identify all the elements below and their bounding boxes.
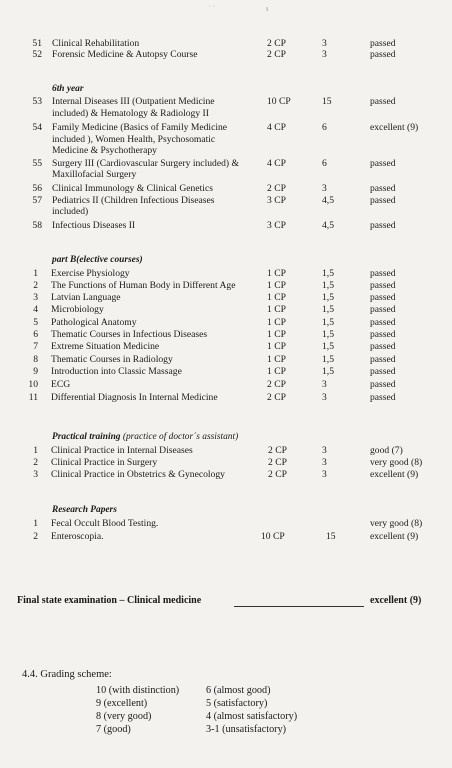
- course-number: 1: [33, 518, 38, 529]
- course-number: 55: [32, 158, 42, 169]
- course-credits: 2 CP: [267, 38, 286, 49]
- course-hours: 3: [322, 445, 327, 456]
- scan-speck: ˙ ˙: [208, 4, 216, 13]
- course-number: 10: [28, 379, 38, 390]
- course-credits: 1 CP: [267, 280, 286, 291]
- course-hours: 1,5: [322, 341, 334, 352]
- course-hours: 3: [322, 457, 327, 468]
- course-hours: 6: [322, 122, 327, 133]
- course-hours: 15: [322, 96, 332, 107]
- course-credits: 4 CP: [267, 122, 286, 133]
- course-title: Forensic Medicine & Autopsy Course: [52, 49, 198, 60]
- course-hours: 3: [322, 379, 327, 390]
- course-hours: 4,5: [322, 220, 334, 231]
- course-grade: passed: [370, 354, 396, 365]
- section-heading-practical: [52, 432, 238, 442]
- course-credits: 2 CP: [268, 469, 287, 480]
- course-grade: excellent (9): [370, 531, 419, 542]
- course-grade: very good (8): [370, 518, 423, 529]
- course-credits: 2 CP: [267, 49, 286, 60]
- course-number: 7: [33, 341, 38, 352]
- course-number: 2: [33, 280, 38, 291]
- course-hours: 1,5: [322, 317, 334, 328]
- course-credits: 2 CP: [268, 457, 287, 468]
- course-title: Fecal Occult Blood Testing.: [51, 518, 159, 529]
- course-title: Thematic Courses in Infectious Diseases: [51, 329, 208, 340]
- grading-scheme-title: 4.4. Grading scheme:: [22, 669, 112, 680]
- course-hours: 3: [322, 469, 327, 480]
- course-credits: 2 CP: [267, 392, 286, 403]
- course-number: 1: [33, 268, 38, 279]
- practical-heading-note: (practice of doctor´s assistant): [122, 432, 239, 442]
- course-grade: passed: [370, 268, 396, 279]
- grading-entry: 8 (very good): [96, 711, 152, 722]
- grading-entry: 5 (satisfactory): [206, 698, 268, 709]
- grading-entry: 4 (almost satisfactory): [206, 711, 298, 722]
- course-grade: passed: [370, 183, 396, 194]
- course-hours: 1,5: [322, 354, 334, 365]
- course-hours: 1,5: [322, 268, 334, 279]
- course-grade: passed: [370, 341, 396, 352]
- course-credits: 2 CP: [268, 445, 287, 456]
- final-exam-grade: excellent (9): [370, 595, 422, 606]
- course-title: Clinical Practice in Internal Diseases: [51, 445, 193, 456]
- practical-heading-title: Practical training: [52, 432, 121, 442]
- course-number: 2: [33, 531, 38, 542]
- course-title: Surgery III (Cardiovascular Surgery included) &: [52, 158, 239, 169]
- course-number: 51: [32, 38, 42, 49]
- grading-entry: 7 (good): [96, 724, 131, 735]
- course-title: Pediatrics II (Children Infectious Diseases: [52, 195, 215, 206]
- course-title: Thematic Courses in Radiology: [51, 354, 173, 365]
- course-credits: 2 CP: [267, 379, 286, 390]
- course-grade: very good (8): [370, 457, 423, 468]
- grading-entry: 9 (excellent): [96, 698, 148, 709]
- course-title-continued: Maxillofacial Surgery: [52, 169, 137, 180]
- course-number: 6: [33, 329, 38, 340]
- course-credits: 1 CP: [267, 292, 286, 303]
- course-hours: 1,5: [322, 280, 334, 291]
- course-hours: 15: [326, 531, 336, 542]
- course-title: Latvian Language: [51, 292, 121, 303]
- course-title: Introduction into Classic Massage: [51, 366, 182, 377]
- course-credits: 1 CP: [267, 268, 286, 279]
- course-title: Internal Diseases III (Outpatient Medicine: [52, 96, 215, 107]
- course-grade: passed: [370, 304, 396, 315]
- course-title: Extreme Situation Medicine: [51, 341, 160, 352]
- course-hours: 1,5: [322, 366, 334, 377]
- course-hours: 3: [322, 38, 327, 49]
- course-title-continued: included ), Women Health, Psychosomatic: [52, 134, 216, 145]
- course-title: ECG: [51, 379, 71, 390]
- course-grade: passed: [370, 392, 396, 403]
- course-number: 2: [33, 457, 38, 468]
- course-number: 58: [32, 220, 42, 231]
- course-credits: 1 CP: [267, 341, 286, 352]
- course-number: 54: [32, 122, 42, 133]
- course-credits: 1 CP: [267, 366, 286, 377]
- course-grade: passed: [370, 38, 396, 49]
- grading-entry: 6 (almost good): [206, 685, 271, 696]
- section-heading-6th-year: 6th year: [52, 84, 84, 94]
- course-title-continued: included) & Hematology & Radiology II: [52, 108, 209, 119]
- course-credits: 10 CP: [261, 531, 285, 542]
- course-grade: passed: [370, 317, 396, 328]
- course-number: 52: [32, 49, 42, 60]
- course-grade: good (7): [370, 445, 403, 456]
- course-hours: 1,5: [322, 292, 334, 303]
- course-grade: passed: [370, 49, 396, 60]
- course-hours: 3: [322, 183, 327, 194]
- course-title: Enteroscopia.: [51, 531, 104, 542]
- course-hours: 1,5: [322, 304, 334, 315]
- course-number: 9: [33, 366, 38, 377]
- course-title: Clinical Rehabilitation: [52, 38, 140, 49]
- course-number: 8: [33, 354, 38, 365]
- course-title: Clinical Immunology & Clinical Genetics: [52, 183, 213, 194]
- course-grade: passed: [370, 195, 396, 206]
- course-grade: passed: [370, 292, 396, 303]
- course-credits: 1 CP: [267, 317, 286, 328]
- course-hours: 3: [322, 392, 327, 403]
- course-number: 53: [32, 96, 42, 107]
- course-title: Infectious Diseases II: [52, 220, 136, 231]
- course-number: 11: [28, 392, 38, 403]
- scan-speck: ᵼ: [266, 4, 269, 13]
- course-number: 56: [32, 183, 42, 194]
- course-credits: 1 CP: [267, 354, 286, 365]
- course-title: The Functions of Human Body in Different Age: [51, 280, 236, 291]
- course-grade: passed: [370, 158, 396, 169]
- course-title: Clinical Practice in Surgery: [51, 457, 158, 468]
- course-grade: excellent (9): [370, 122, 419, 133]
- final-exam-underline: [234, 606, 364, 607]
- course-hours: 6: [322, 158, 327, 169]
- course-number: 5: [33, 317, 38, 328]
- course-title: Family Medicine (Basics of Family Medicine: [52, 122, 228, 133]
- section-heading-research: Research Papers: [52, 505, 117, 515]
- grading-entry: 3-1 (unsatisfactory): [206, 724, 287, 735]
- section-heading-elective: part B(elective courses): [52, 255, 143, 265]
- course-grade: excellent (9): [370, 469, 419, 480]
- course-credits: 4 CP: [267, 158, 286, 169]
- course-title-continued: Medicine & Psychotherapy: [52, 145, 157, 156]
- grading-entry: 10 (with distinction): [96, 685, 180, 696]
- course-number: 3: [33, 292, 38, 303]
- course-title: Microbiology: [51, 304, 104, 315]
- course-hours: 4,5: [322, 195, 334, 206]
- course-title: Exercise Physiology: [51, 268, 130, 279]
- course-title-continued: included): [52, 206, 89, 217]
- course-credits: 3 CP: [267, 195, 286, 206]
- course-credits: 2 CP: [267, 183, 286, 194]
- course-number: 1: [33, 445, 38, 456]
- course-number: 4: [33, 304, 38, 315]
- course-number: 3: [33, 469, 38, 480]
- course-credits: 1 CP: [267, 329, 286, 340]
- course-credits: 1 CP: [267, 304, 286, 315]
- course-hours: 3: [322, 49, 327, 60]
- course-title: Clinical Practice in Obstetrics & Gynecology: [51, 469, 225, 480]
- course-credits: 10 CP: [267, 96, 291, 107]
- course-credits: 3 CP: [267, 220, 286, 231]
- course-title: Differential Diagnosis In Internal Medicine: [51, 392, 218, 403]
- course-grade: passed: [370, 329, 396, 340]
- course-title: Pathological Anatomy: [51, 317, 137, 328]
- course-grade: passed: [370, 280, 396, 291]
- course-hours: 1,5: [322, 329, 334, 340]
- course-grade: passed: [370, 379, 396, 390]
- course-number: 57: [32, 195, 42, 206]
- course-grade: passed: [370, 96, 396, 107]
- course-grade: passed: [370, 366, 396, 377]
- course-grade: passed: [370, 220, 396, 231]
- final-exam-label: Final state examination – Clinical medicine: [17, 595, 202, 606]
